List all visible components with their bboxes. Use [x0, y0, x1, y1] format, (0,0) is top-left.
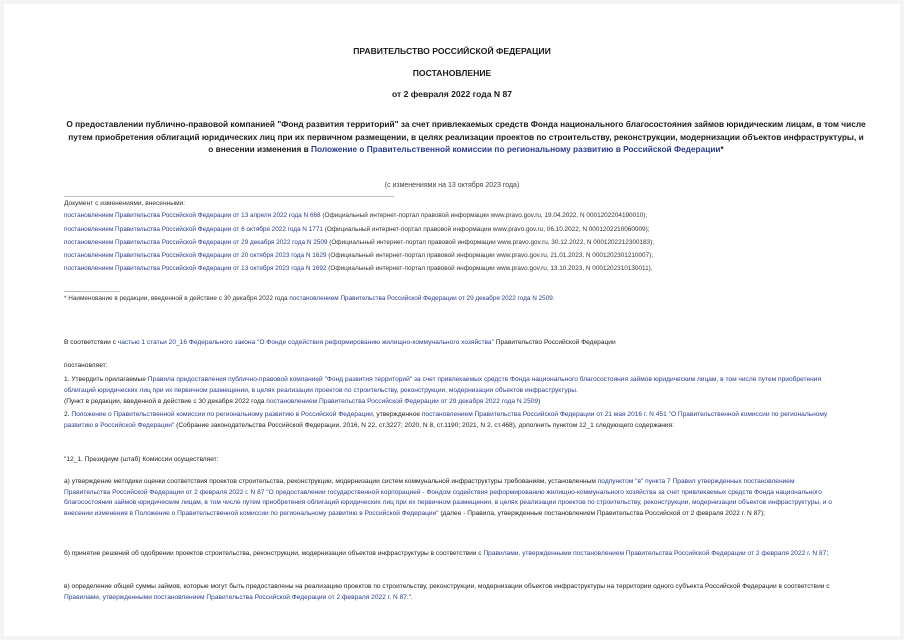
change-link[interactable]: постановлением Правительства Российской Федерации от 20 октября 2023 года N 1629	[64, 252, 327, 259]
change-link[interactable]: постановлением Правительства Российской Федерации от 6 октября 2022 года N 1771	[64, 226, 323, 233]
quote-item-a	[64, 477, 836, 519]
change-item	[64, 239, 864, 246]
quote-item-b	[64, 549, 836, 560]
title-asterisk: *	[720, 144, 724, 155]
qc-text: в) определение общей суммы займов, которые могут быть предоставлены на реализацию проектов по строительству, реконструкции, модернизации объектов инфраструктуры на территории одного субъекта Российской Федерации в соответствии с	[64, 583, 830, 590]
p2-link-2[interactable]: постановлением Правительства Российской Федерации от 21 мая 2016 г. N 451 "О Правительственной комиссии по региональному развитию в Российской Федерации"	[64, 411, 828, 429]
paragraph-1	[64, 375, 836, 396]
footnote	[64, 295, 555, 302]
change-link[interactable]: постановлением Правительства Российской Федерации от 13 апреля 2022 года N 668	[64, 212, 321, 219]
document-page	[4, 4, 900, 636]
changes-heading: Документ с изменениями, внесенными:	[64, 200, 186, 207]
qb-link[interactable]: Правилами, утвержденными постановлением Правительства Российской Федерации от 2 февраля 2022 г. N 87	[483, 550, 827, 557]
document-type: ПОСТАНОВЛЕНИЕ	[412, 68, 492, 78]
p2-end: (Собрание законодательства Российской Федерации, 2016, N 22, ст.3227; 2020, N 8, ст.1190; 2021, N 2, ст.468), дополнить пунктом 12_1 следующего содержания:	[174, 421, 675, 429]
preamble	[64, 338, 836, 349]
qc-link[interactable]: Правилами, утвержденными постановлением Правительства Российской Федерации от 2 февраля 2022 г. N 87	[64, 593, 407, 601]
preamble-text: В соответствии с	[64, 339, 118, 346]
qa-text: а) утверждение методики оценки соответствия проектов строительства, реконструкции, модернизации систем коммунальной инфраструктуры требованиям, установленным	[64, 478, 598, 485]
document-date: от 2 февраля 2022 года N 87	[391, 89, 513, 99]
change-source: (Официальный интернет-портал правовой информации www.pravo.gov.ru, 06.10.2022, N 0001202210060009);	[322, 226, 650, 233]
change-item	[64, 252, 864, 259]
quote-item-c	[64, 582, 836, 603]
p2-link[interactable]: Положение о Правительственной комиссии по региональному развитию в Российской Федерации	[71, 411, 373, 418]
change-link[interactable]: постановлением Правительства Российской Федерации от 13 октября 2023 года N 1692	[64, 265, 327, 272]
change-source: (Официальный интернет-портал правовой информации www.pravo.gov.ru, 21.01.2023, N 0001202301210007);	[326, 252, 654, 259]
p2-text: 2.	[64, 411, 72, 418]
p1-link[interactable]: Правила предоставления публично-правовой компанией "Фонд развития территорий" за счет привлекаемых средств Фонда национального благосостояния займов юридическим лицам, в том числе путем приобретения облигаций юридических лиц при их первичном размещении, в целях реализации проектов по строительству, реконструкции, модернизации объектов инфраструктуры.	[64, 376, 822, 394]
footnote-text: * Наименование в редакции, введенной в действие с 30 декабря 2022 года	[64, 295, 290, 302]
paragraph-2	[64, 410, 836, 431]
title-text: О предоставлении публично-правовой компанией "Фонд развития территорий" за счет привлекаемых средств Фонда национального благосостояния займов юридическим лицам, в том числе путем приобретения облигаций юридических лиц при их первичном размещении, в целях реализации проектов по строительству, реконструкции, модернизации объектов инфраструктуры, и о внесении изменения в	[66, 119, 866, 155]
preamble-end: Правительство Российской Федерации	[493, 339, 616, 346]
p1-text: 1. Утвердить прилагаемые	[64, 376, 148, 383]
edition-note: (с изменениями на 13 октября 2023 года)	[384, 182, 520, 189]
footnote-divider	[64, 291, 120, 292]
change-item	[64, 265, 864, 272]
footnote-link[interactable]: постановлением Правительства Российской Федерации от 29 декабря 2022 года N 2509.	[289, 295, 555, 302]
quote-intro: "12_1. Президиум (штаб) Комиссии осуществляет:	[64, 456, 219, 463]
qa-end: (далее - Правила, утвержденные постановлением Правительства Российской от 2 февраля 2022 г. N 87);	[438, 509, 765, 517]
qa-link[interactable]: подпунктом "в" пункта 7 Правил утвержденных постановлением Правительства Российской Федерации от 2 февраля 2022 г. N 87 "О предоставлении государственной корпорацией - Фондом содействия реформированию жилищно-коммунального хозяйства за счет привлекаемых средств Фонда национального благосостояния займов юридическим лицам, в том числе путем приобретения облигаций юридических лиц при их первичном размещении, в целях реализации проектов по строительству, реконструкции, модернизации объектов инфраструктуры, и о внесении изменения в Положение о Правительственной комиссии по региональному развитию в Российской Федерации"	[64, 478, 832, 517]
change-item	[64, 212, 864, 219]
paragraph-1-note	[64, 397, 836, 408]
p1-note-end: )	[538, 398, 541, 405]
decrees-word: постановляет:	[64, 362, 108, 369]
change-source: (Официальный интернет-портал правовой информации www.pravo.gov.ru, 19.04.2022, N 0001202204190010);	[320, 212, 648, 219]
issuing-authority: ПРАВИТЕЛЬСТВО РОССИЙСКОЙ ФЕДЕРАЦИИ	[353, 46, 551, 56]
divider	[64, 196, 394, 197]
p2-mid: , утвержденное	[372, 411, 422, 418]
change-source: (Официальный интернет-портал правовой информации www.pravo.gov.ru, 13.10.2023, N 0001202310130011).	[326, 265, 653, 272]
change-item	[64, 226, 864, 233]
change-link[interactable]: постановлением Правительства Российской Федерации от 29 декабря 2022 года N 2509	[64, 239, 328, 246]
change-source: (Официальный интернет-портал правовой информации www.pravo.gov.ru, 30.12.2022, N 0001202212300183);	[327, 239, 655, 246]
qc-end: .".	[406, 593, 413, 601]
preamble-link[interactable]: частью 1 статьи 20_16 Федерального закона "О Фонде содействия реформированию жилищно-коммунального хозяйства"	[117, 339, 494, 346]
qb-end: ;	[826, 550, 829, 557]
p1-note-link[interactable]: постановлением Правительства Российской Федерации от 29 декабря 2022 года N 2509	[266, 398, 539, 405]
title-link[interactable]: Положение о Правительственной комиссии по региональному развитию в Российской Федерации	[311, 144, 721, 155]
document-title	[66, 118, 866, 156]
qb-text: б) принятие решений об одобрении проектов строительства, реконструкции, модернизации объектов инфраструктуры в соответствии с	[64, 550, 484, 557]
p1-note-text: (Пункт в редакции, введенной в действие с 30 декабря 2022 года	[64, 398, 267, 405]
